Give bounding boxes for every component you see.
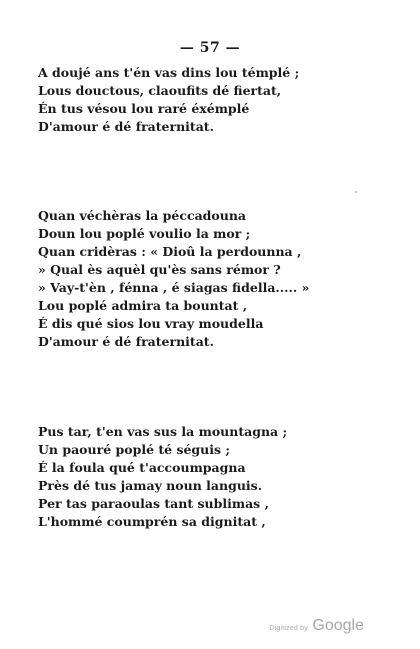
watermark-prefix: Digitized by: [269, 625, 308, 632]
page-number: — 57 —: [179, 40, 241, 56]
watermark-brand: Google: [312, 617, 364, 634]
verse-line: » Qual ès aquèl qu'ès sans rémor ?: [38, 262, 281, 277]
stanza-3: [38, 423, 378, 531]
stanza-2: [38, 207, 378, 351]
verse-line: É dis qué sios lou vray moudella: [38, 316, 264, 331]
verse-line: Doun lou poplé voulio la mor ;: [38, 226, 251, 241]
verse-line: Quan véchèras la péccadouna: [38, 208, 247, 223]
verse-line: É la foula qué t'accoumpagna: [38, 460, 246, 475]
verse-line: D'amour é dé fraternitat.: [38, 119, 214, 134]
verse-line: Pus tar, t'en vas sus la mountagna ;: [38, 424, 288, 439]
verse-line: Un paouré poplé té séguis ;: [38, 442, 231, 457]
digitized-by-google-watermark: [269, 617, 364, 635]
verse-line: Lou poplé admira ta bountat ,: [38, 298, 248, 313]
stanza-1: [38, 64, 378, 136]
verse-line: L'hommé coumprén sa dignitat ,: [38, 514, 266, 529]
verse-line: Quan cridèras : « Dioû la perdounna ,: [38, 244, 302, 259]
verse-line: » Vay-t'èn , fénna , é siagas fidella..... »: [38, 280, 310, 295]
verse-line: Près dé tus jamay noun languis.: [38, 478, 263, 493]
verse-line: A doujé ans t'én vas dins lou témplé ;: [38, 65, 300, 80]
verse-line: Én tus vésou lou raré éxémplé: [38, 101, 250, 116]
verse-line: D'amour é dé fraternitat.: [38, 334, 214, 349]
paper-speck: [355, 191, 357, 193]
verse-line: Per tas paraoulas tant sublimas ,: [38, 496, 269, 511]
verse-line: Lous douctous, claoufits dé fiertat,: [38, 83, 282, 98]
